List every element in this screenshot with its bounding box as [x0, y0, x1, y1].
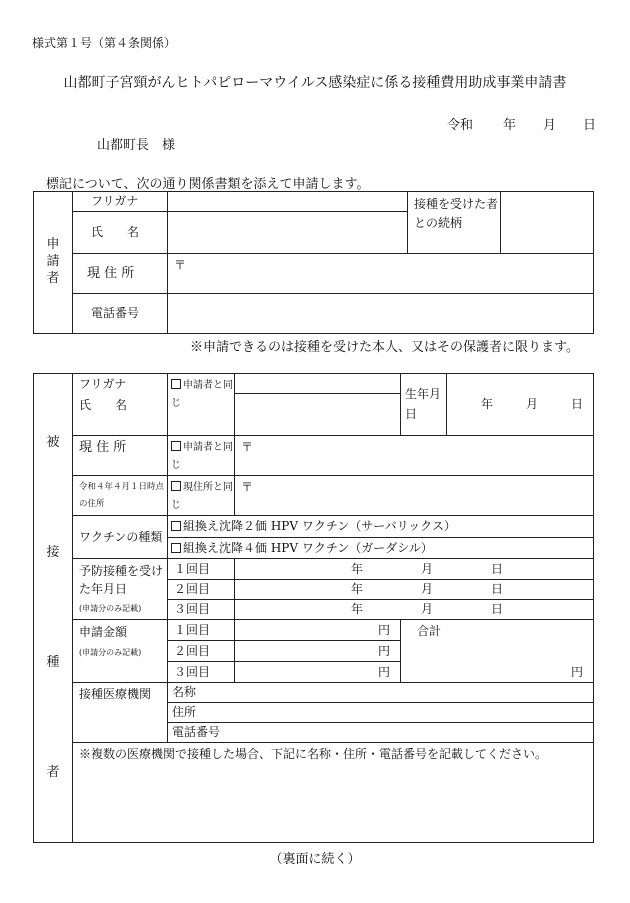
vaccination-date-label: 予防接種を受けた年月日 (申請分のみ記載): [73, 559, 168, 620]
past-address-label: 令和４年４月１日時点の住所: [73, 476, 168, 516]
checkbox-icon[interactable]: [171, 379, 181, 389]
amount-dose-1-label: １回目: [168, 620, 235, 641]
applicant-phone-label: 電話番号: [73, 294, 168, 334]
amount-dose-2[interactable]: 円: [235, 641, 401, 662]
clinic-label: 接種医療機関: [73, 683, 168, 743]
continued-note: （裏面に続く）: [269, 852, 361, 867]
total-amount[interactable]: [401, 620, 594, 683]
dose-2-label: ２回目: [168, 580, 235, 600]
total-yen: 円: [570, 664, 583, 679]
amount-label: 申請金額 (申請分のみ記載): [73, 620, 168, 683]
amount-dose-3-label: ３回目: [168, 662, 235, 683]
applicant-furigana-label: フリガナ: [73, 192, 168, 212]
amount-dose-3[interactable]: 円: [235, 662, 401, 683]
applicant-name-field[interactable]: [168, 212, 408, 254]
recipient-same-as-applicant[interactable]: 申請者と同じ: [168, 374, 235, 436]
checkbox-icon[interactable]: [171, 481, 181, 491]
addressee: 山都町長 様: [97, 138, 176, 153]
recipient-name-field[interactable]: [235, 394, 401, 436]
checkbox-icon[interactable]: [171, 543, 181, 553]
intro-text: 標記について、次の通り関係書類を添えて申請します。: [46, 177, 370, 192]
applicant-name-label: 氏 名: [73, 212, 168, 254]
recipient-table: [33, 373, 594, 843]
postal-mark: 〒: [241, 440, 254, 454]
recipient-address-label: 現 住 所: [73, 436, 168, 476]
recipient-section-label: 被 接 種 者: [34, 374, 73, 843]
postal-mark: 〒: [241, 480, 254, 494]
form-number: 様式第１号（第４条関係）: [32, 36, 177, 50]
vaccine-option-quadrivalent[interactable]: 組換え沈降４価 HPV ワクチン（ガーダシル）: [168, 538, 594, 559]
recipient-name-label: 氏 名: [73, 394, 168, 436]
dose-1-date[interactable]: 年 月 日: [235, 559, 594, 580]
clinic-name-field[interactable]: 名称: [168, 683, 594, 703]
past-address-field[interactable]: [235, 476, 594, 516]
recipient-same-as-applicant-address[interactable]: 申請者と同じ: [168, 436, 235, 476]
postal-mark: 〒: [174, 258, 187, 272]
same-as-current-address[interactable]: 現住所と同じ: [168, 476, 235, 516]
recipient-furigana-field[interactable]: [235, 374, 401, 394]
clinic-phone-field[interactable]: 電話番号: [168, 723, 594, 743]
applicant-table: [33, 191, 594, 334]
document-title: 山都町子宮頸がんヒトパピローマウイルス感染症に係る接種費用助成事業申請書: [63, 75, 567, 91]
applicant-phone-field[interactable]: [168, 294, 594, 334]
relation-field[interactable]: [501, 192, 594, 254]
dose-2-date[interactable]: 年 月 日: [235, 580, 594, 600]
applicant-address-label: 現 住 所: [73, 254, 168, 294]
checkbox-icon[interactable]: [171, 441, 181, 451]
checkbox-icon[interactable]: [171, 521, 181, 531]
recipient-furigana-label: フリガナ: [73, 374, 168, 394]
application-date: 令和 年 月 日: [447, 118, 597, 133]
applicant-section-label: 申請者: [34, 192, 73, 334]
multi-clinic-field[interactable]: [73, 743, 594, 843]
amount-dose-2-label: ２回目: [168, 641, 235, 662]
dose-3-label: ３回目: [168, 600, 235, 620]
applicant-address-field[interactable]: [168, 254, 594, 294]
dose-3-date[interactable]: 年 月 日: [235, 600, 594, 620]
clinic-address-field[interactable]: 住所: [168, 703, 594, 723]
amount-dose-1[interactable]: 円: [235, 620, 401, 641]
dose-1-label: １回目: [168, 559, 235, 580]
vaccine-type-label: ワクチンの種類: [73, 516, 168, 559]
applicant-furigana-field[interactable]: [168, 192, 408, 212]
birth-date-field[interactable]: 年 月 日: [447, 374, 594, 436]
multi-clinic-note: ※複数の医療機関で接種した場合、下記に名称・住所・電話番号を記載してください。: [79, 747, 548, 761]
applicant-note: ※申請できるのは接種を受けた本人、又はその保護者に限ります。: [190, 340, 579, 355]
total-label: 合計: [417, 624, 442, 638]
birth-label: 生年月日: [401, 374, 447, 436]
recipient-address-field[interactable]: [235, 436, 594, 476]
relation-label: 接種を受けた者との続柄: [408, 192, 501, 254]
vaccine-option-bivalent[interactable]: 組換え沈降２価 HPV ワクチン（サーバリックス）: [168, 516, 594, 538]
